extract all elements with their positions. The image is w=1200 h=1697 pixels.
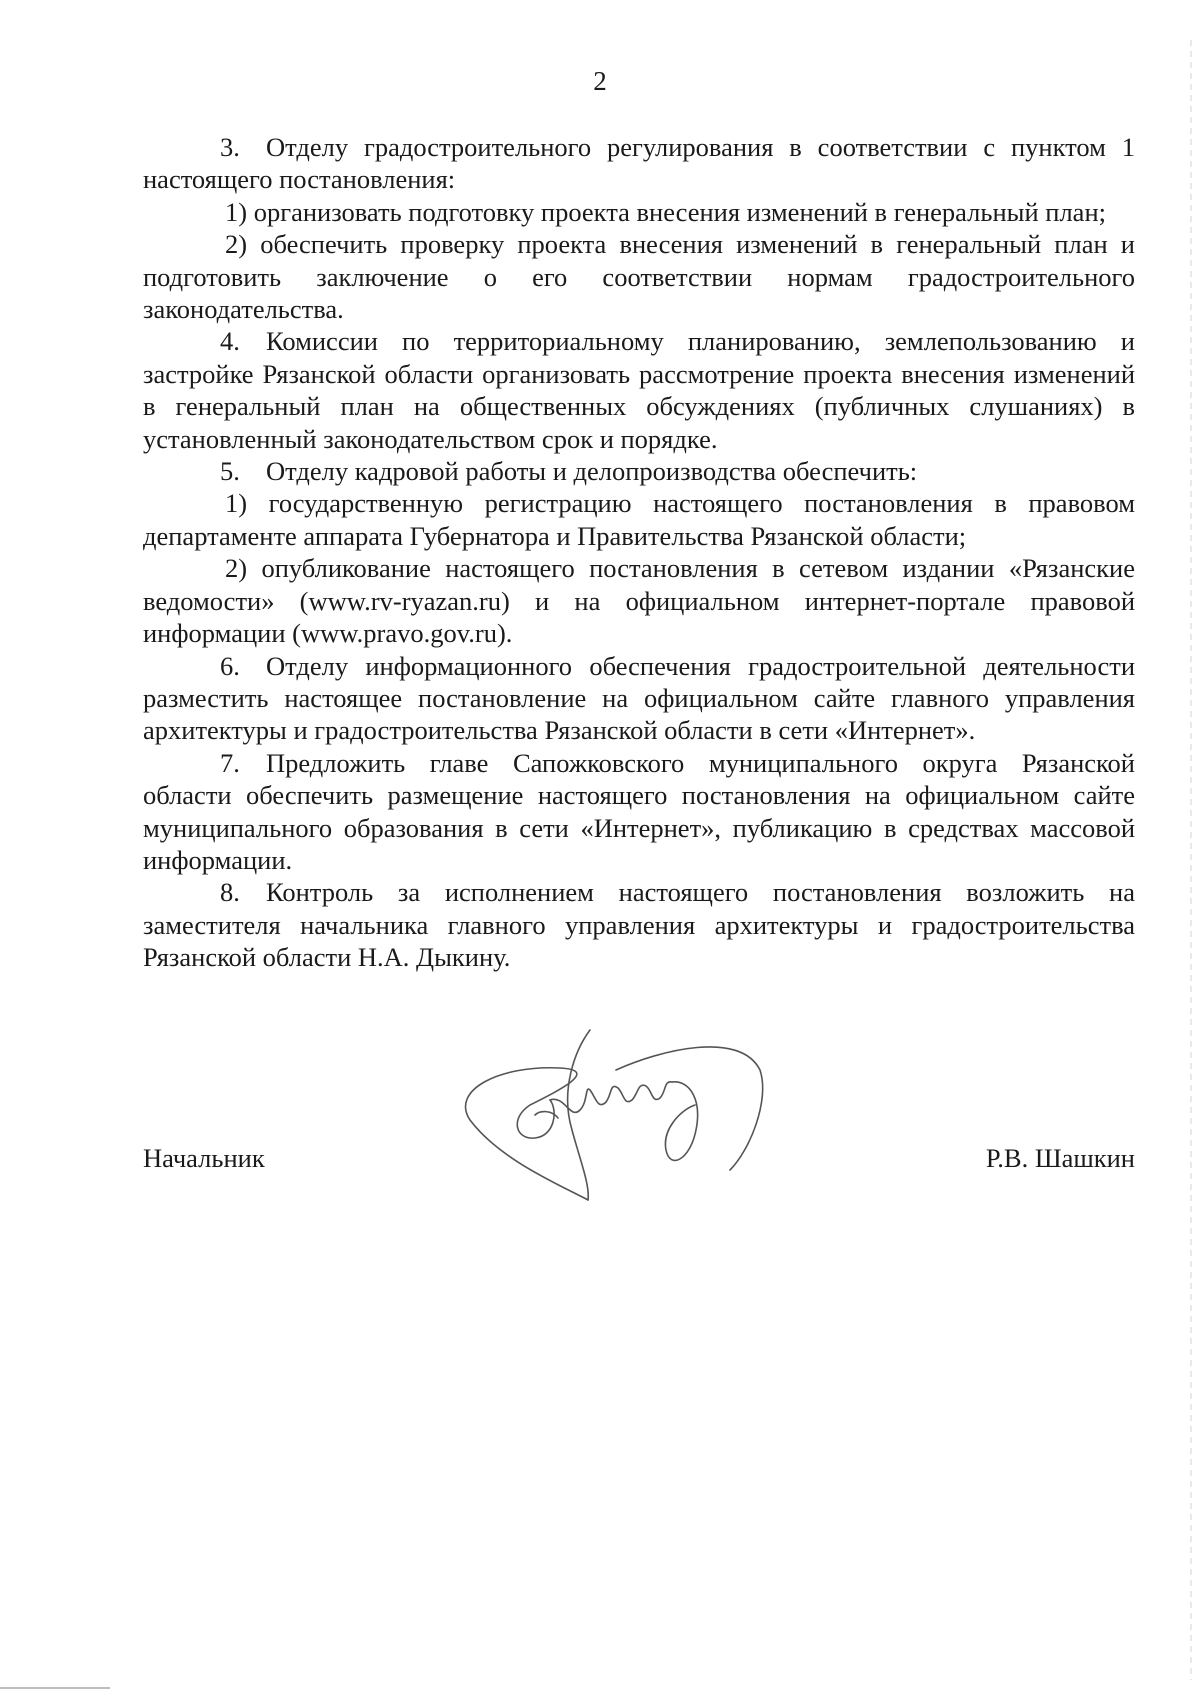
item-7: [143, 747, 1135, 877]
scan-edge-line: [1190, 40, 1192, 1680]
scan-edge-mark: [0, 1687, 110, 1689]
item-3: [143, 131, 1135, 196]
item-3-1: 1) организовать подготовку проекта внесения изменений в генеральный план;: [225, 196, 1106, 227]
item-number: 7.: [220, 747, 240, 778]
item-number: 3.: [220, 132, 240, 162]
item-number: 5.: [220, 456, 240, 487]
item-5-1: 1) государственную регистрацию настоящего постановления в правовом департаменте аппарата Губернатора и Правительства Рязанской области;: [143, 488, 1135, 551]
item-text: Отделу градостроительного регулирования в соответствии с пунктом 1 настоящего постановления:: [143, 132, 1135, 195]
page-number: 2: [593, 66, 607, 96]
item-5-2: 2) опубликование настоящего постановления в сетевом издании «Рязанские ведомости» (www.rv-ryazan.ru) и на официальном интернет-портале правовой информации (www.pravo.gov.ru).: [143, 553, 1135, 649]
item-number: 6.: [220, 650, 240, 681]
signer-name: Р.В. Шашкин: [985, 1143, 1135, 1173]
item-number: 4.: [220, 326, 240, 357]
item-8: [143, 876, 1135, 973]
handwritten-signature: [440, 1010, 770, 1210]
item-text: Предложить главе Сапожковского муниципального округа Рязанской области обеспечить размещение настоящего постановления на официальном сайте муниципального образования в сети «Интернет», публикацию в средствах массовой информации.: [143, 747, 1135, 875]
item-text: Комиссии по территориальному планированию, землепользованию и застройке Рязанской области организовать рассмотрение проекта внесения изменений в генеральный план на общественных обсуждениях (публичных слушаниях) в установленный законодательством срок и порядке.: [143, 326, 1135, 454]
document-body: [143, 131, 1135, 974]
item-text: Отделу кадровой работы и делопроизводства обеспечить:: [266, 456, 918, 487]
item-text: Отделу информационного обеспечения градостроительной деятельности разместить настоящее постановление на официальном сайте главного управления архитектуры и градостроительства Рязанской области в сети «Интернет».: [143, 650, 1135, 746]
item-4: [143, 325, 1135, 455]
item-6: [143, 650, 1135, 747]
signer-title: Начальник: [143, 1143, 265, 1173]
item-number: 8.: [220, 877, 240, 908]
item-3-2: 2) обеспечить проверку проекта внесения изменений в генеральный план и подготовить заключение о его соответствии нормам градостроительного законодательства.: [143, 229, 1135, 325]
item-5: [143, 455, 1135, 487]
item-text: Контроль за исполнением настоящего постановления возложить на заместителя начальника главного управления архитектуры и градостроительства Рязанской области Н.А. Дыкину.: [143, 877, 1135, 973]
